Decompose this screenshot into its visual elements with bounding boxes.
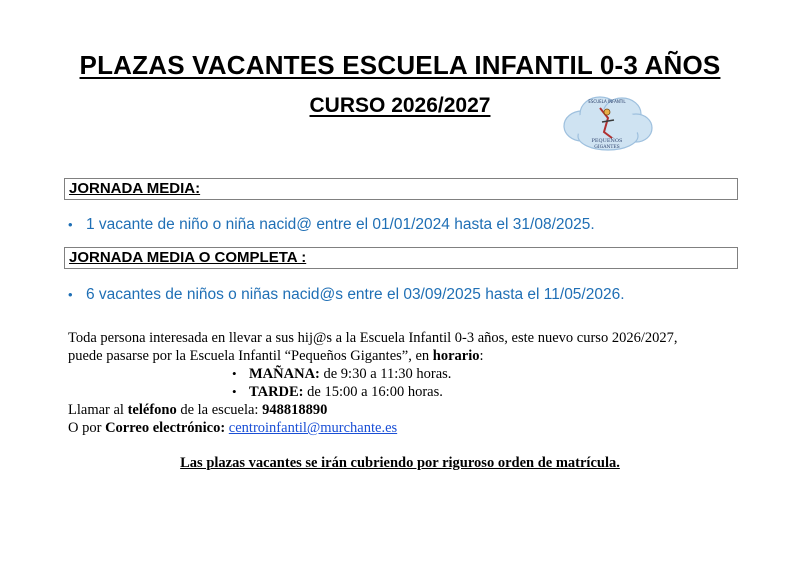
bullet-icon: • <box>232 384 237 399</box>
email-line: O por Correo electrónico: centroinfantil@murchante.es <box>68 420 398 436</box>
section-heading-jornada-media <box>64 178 738 200</box>
bullet-icon: • <box>232 366 237 381</box>
section-heading-jornada-completa <box>64 247 738 269</box>
phone-number: 948818890 <box>262 402 328 418</box>
vacancy-bullet <box>68 216 595 234</box>
page-title: PLAZAS VACANTES ESCUELA INFANTIL 0-3 AÑOS <box>79 50 721 80</box>
vacancy-bullet <box>68 286 625 304</box>
section-heading-label: JORNADA MEDIA: <box>69 180 201 197</box>
email-link[interactable]: centroinfantil@murchante.es <box>228 420 398 436</box>
school-logo-cloud-icon <box>560 92 654 154</box>
info-paragraph-line: Toda persona interesada en llevar a sus hij@s a la Escuela Infantil 0-3 años, este nuevo curso 2026/2027, <box>68 330 678 346</box>
section-heading-label: JORNADA MEDIA O COMPLETA : <box>69 249 307 266</box>
vacancy-text: 1 vacante de niño o niña nacid@ entre el 01/01/2024 hasta el 31/08/2025. <box>86 216 595 233</box>
page-subtitle: CURSO 2026/2027 <box>309 94 491 117</box>
logo-text-middle: PEQUEÑOS <box>591 138 623 144</box>
schedule-item-afternoon: • TARDE: de 15:00 a 16:00 horas. <box>232 384 443 400</box>
schedule-item-morning: • MAÑANA: de 9:30 a 11:30 horas. <box>232 366 452 382</box>
bullet-icon: • <box>68 217 73 232</box>
logo-text-bottom: GIGANTES <box>594 145 620 150</box>
vacancy-text: 6 vacantes de niños o niñas nacid@s entre el 03/09/2025 hasta el 11/05/2026. <box>86 286 625 303</box>
bullet-icon: • <box>68 287 73 302</box>
phone-line: Llamar al teléfono de la escuela: 948818890 <box>68 402 328 418</box>
logo-text-top: ESCUELA INFANTIL <box>588 99 626 104</box>
footer-note: Las plazas vacantes se irán cubriendo por riguroso orden de matrícula. <box>180 455 620 471</box>
info-paragraph-line: puede pasarse por la Escuela Infantil “Pequeños Gigantes”, en horario: <box>68 348 484 364</box>
